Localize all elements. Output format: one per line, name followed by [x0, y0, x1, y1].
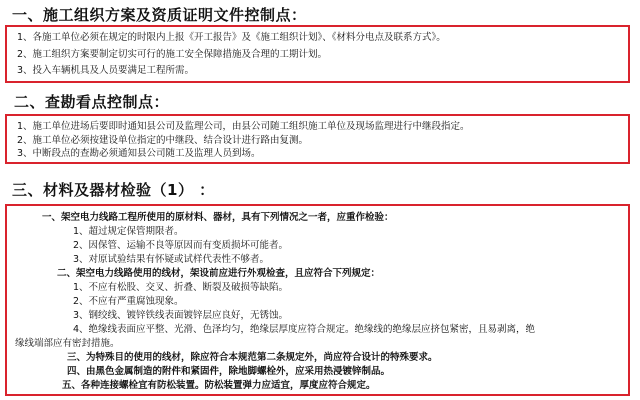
section-3-clause-1: 一、架空电力线路工程所使用的原材料、器材，具有下列情况之一者，应重作检验：	[42, 212, 394, 223]
section-3-clause-3: 三、为特殊目的使用的线材，除应符合本规范第二条规定外，尚应符合设计的特殊要求。	[67, 352, 438, 363]
section-3-clause-5: 五、各种连接螺栓宜有防松装置。防松装置弹力应适宜，厚度应符合规定。	[62, 380, 376, 391]
section-2-title: 二、查勘看点控制点：	[14, 93, 170, 111]
section-2-box	[5, 114, 630, 164]
section-1-item-2: 2、施工组织方案要制定切实可行的施工安全保障措施及合理的工期计划。	[17, 49, 328, 60]
section-1-box	[5, 25, 630, 83]
section-3-title: 三、材料及器材检验（1） ：	[12, 181, 215, 199]
section-2-item-3: 3、中断段点的查勘必须通知县公司随工及监理人员到场。	[17, 148, 261, 159]
section-3-clause-2-item-4-cont: 缘线端部应有密封措施。	[15, 338, 120, 349]
section-3-clause-1-item-1: 1、超过规定保管期限者。	[73, 226, 184, 237]
section-1-item-1: 1、各施工单位必须在规定的时限内上报《开工报告》及《施工组织计划》、《材料分电点及联系方式》。	[17, 32, 446, 43]
section-3-clause-1-item-2: 2、因保管、运输不良等原因而有变质损坏可能者。	[73, 240, 289, 251]
section-3-clause-2-item-2: 2、不应有严重腐蚀现象。	[73, 296, 184, 307]
section-2-item-2: 2、施工单位必须按建设单位指定的中继段、结合设计进行路由复测。	[17, 135, 309, 146]
section-3-clause-1-item-3: 3、对原试验结果有怀疑或试样代表性不够者。	[73, 254, 270, 265]
section-1-item-3: 3、投入车辆机具及人员要满足工程所需。	[17, 65, 195, 76]
section-3-clause-2-item-4: 4、绝缘线表面应平整、光滑、色泽均匀，绝缘层厚度应符合规定。绝缘线的绝缘层应挤包紧密，且易剥离，绝	[73, 324, 536, 335]
section-3-clause-2: 二、架空电力线路使用的线材，架设前应进行外观检查，且应符合下列规定：	[57, 268, 381, 279]
section-3-clause-2-item-1: 1、不应有松股、交叉、折叠、断裂及破损等缺陷。	[73, 282, 289, 293]
section-3-clause-4: 四、由黑色金属制造的附件和紧固件，除地脚螺栓外，应采用热浸镀锌制品。	[67, 366, 391, 377]
section-2-item-1: 1、施工单位进场后要即时通知县公司及监理公司，由县公司随工组织施工单位及现场监理进行中继段指定。	[17, 121, 470, 132]
section-3-clause-2-item-3: 3、钢绞线、镀锌铁线表面镀锌层应良好，无锈蚀。	[73, 310, 289, 321]
section-3-box	[5, 204, 630, 396]
section-1-title: 一、施工组织方案及资质证明文件控制点：	[12, 6, 307, 24]
